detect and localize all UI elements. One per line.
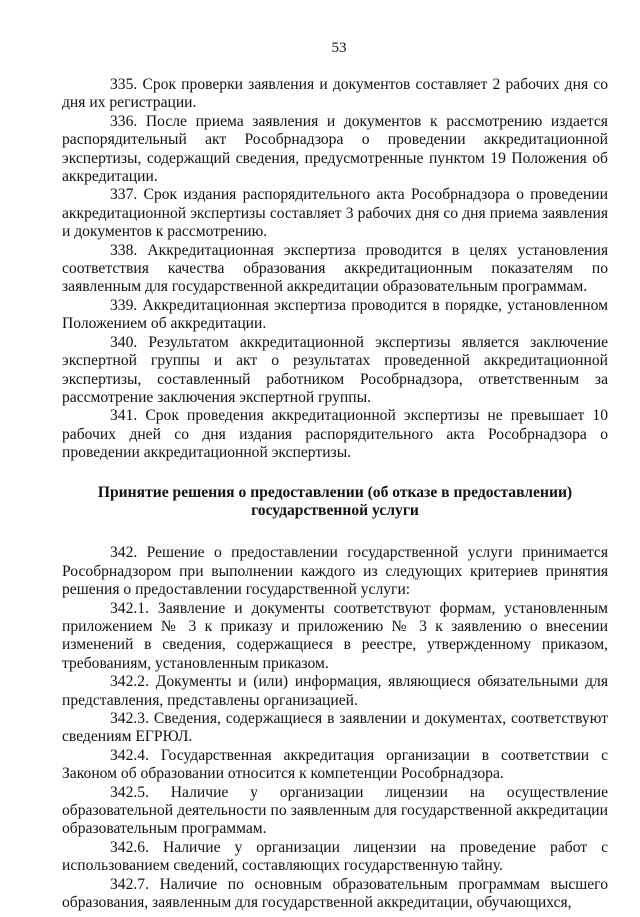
paragraph-342-1: 342.1. Заявление и документы соответствуют формам, установленным приложением № 3 к приказу и приложению № 3 к заявлению о внесении изменений в сведения, содержащиеся в реестре, утвержденному приказом, требованиям, установленным приказом.	[62, 599, 608, 672]
paragraph-342-2: 342.2. Документы и (или) информация, являющиеся обязательными для представления, представлены организацией.	[62, 673, 608, 709]
paragraph-336: 336. После приема заявления и документов к рассмотрению издается распорядительный акт Рособрнадзора о проведении аккредитационной экспертизы, содержащий сведения, предусмотренные пунктом 19 Положения об аккредитации.	[62, 112, 608, 186]
paragraph-339: 339. Аккредитационная экспертиза проводится в порядке, установленном Положением об аккредитации.	[62, 296, 608, 333]
paragraph-342-5: 342.5. Наличие у организации лицензии на осуществление образовательной деятельности по заявленным для государственной аккредитации образовательным программам.	[62, 783, 608, 838]
paragraph-342-7: 342.7. Наличие по основным образовательным программам высшего образования, заявленным для государственной аккредитации, обучающихся,	[62, 875, 608, 912]
paragraphs-after-heading	[62, 544, 608, 912]
paragraph-340: 340. Результатом аккредитационной экспертизы является заключение экспертной группы и акт о результатах проведенной аккредитационной экспертизы, составленный работником Рособрнадзора, ответственным за рассмотрение заключения экспертной группы.	[62, 333, 608, 406]
page-number: 53	[331, 40, 347, 56]
paragraph-338: 338. Аккредитационная экспертиза проводится в целях установления соответствия качества образования аккредитационным показателям по заявленным для государственной аккредитации образовательным программам.	[62, 241, 608, 296]
paragraph-342-4: 342.4. Государственная аккредитация организации в соответствии с Законом об образовании относится к компетенции Рособрнадзора.	[62, 746, 608, 783]
paragraph-342-3: 342.3. Сведения, содержащиеся в заявлении и документах, соответствуют сведениям ЕГРЮЛ.	[62, 710, 608, 746]
paragraph-335: 335. Срок проверки заявления и документов составляет 2 рабочих дня со дня их регистрации.	[62, 76, 608, 112]
paragraph-337: 337. Срок издания распорядительного акта Рособрнадзора о проведении аккредитационной экспертизы составляет 3 рабочих дня со дня приема заявления и документов к рассмотрению.	[62, 186, 608, 241]
paragraph-342: 342. Решение о предоставлении государственной услуги принимается Рособрнадзором при выполнении каждого из следующих критериев принятия решения о предоставлении государственной услуги:	[62, 544, 608, 599]
paragraph-342-6: 342.6. Наличие у организации лицензии на проведение работ с использованием сведений, составляющих государственную тайну.	[62, 838, 608, 875]
paragraphs-before-heading	[62, 76, 608, 463]
section-heading: Принятие решения о предоставлении (об отказе в предоставлении) государственной услуги	[97, 483, 573, 519]
paragraph-341: 341. Срок проведения аккредитационной экспертизы не превышает 10 рабочих дней со дня издания распорядительного акта Рособрнадзора о проведении аккредитационной экспертизы.	[62, 407, 608, 462]
